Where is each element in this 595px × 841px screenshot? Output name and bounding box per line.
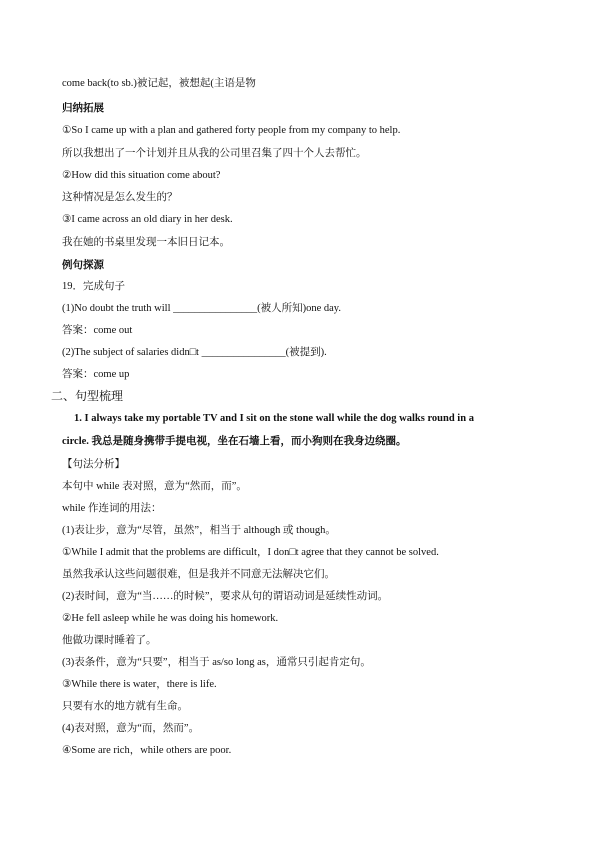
heading-examples: 例句探源 — [62, 259, 104, 271]
exercise-title: 19．完成句子 — [62, 281, 125, 292]
text-line: 本句中 while 表对照，意为“然而，而”。 — [62, 481, 247, 492]
usage-item: (3)表条件，意为“只要”，相当于 as/so long as，通常只引起肯定句。 — [62, 657, 371, 668]
example-sentence: ①While I admit that the problems are difficult，I don□t agree that they cannot be solved. — [62, 547, 439, 558]
translation-line: 这种情况是怎么发生的？ — [62, 192, 178, 203]
heading-summary: 归纳拓展 — [62, 102, 104, 114]
translation-line: 虽然我承认这些问题很难，但是我并不同意无法解决它们。 — [62, 569, 335, 580]
usage-item: (1)表让步，意为“尽管，虽然”，相当于 although 或 though。 — [62, 525, 336, 536]
key-sentence: 1. I always take my portable TV and I sit on the stone wall while the dog walks round in a — [74, 413, 474, 424]
exercise-item: (1)No doubt the truth will ________________(被人所知)one day. — [62, 303, 341, 314]
usage-item: (4)表对照，意为“而，然而”。 — [62, 723, 200, 734]
example-sentence: ③I came across an old diary in her desk. — [62, 214, 233, 225]
usage-item: (2)表时间，意为“当……的时候”，要求从句的谓语动词是延续性动词。 — [62, 591, 389, 602]
analysis-heading: 【句法分析】 — [62, 459, 125, 470]
example-sentence: ①So I came up with a plan and gathered forty people from my company to help. — [62, 125, 401, 136]
example-sentence: ②He fell asleep while he was doing his homework. — [62, 613, 279, 624]
answer-line: 答案：come up — [62, 369, 130, 380]
key-sentence-cont: circle. 我总是随身携带手提电视，坐在石墙上看，而小狗则在我身边绕圈。 — [62, 436, 407, 447]
exercise-item: (2)The subject of salaries didn□t ________________(被提到). — [62, 347, 327, 358]
translation-line: 所以我想出了一个计划并且从我的公司里召集了四十个人去帮忙。 — [62, 148, 367, 159]
translation-line: 他做功课时睡着了。 — [62, 635, 157, 646]
example-sentence: ③While there is water，there is life. — [62, 679, 217, 690]
text-line: while 作连词的用法： — [62, 503, 162, 514]
translation-line: 我在她的书桌里发现一本旧日记本。 — [62, 237, 230, 248]
section-heading: 二、句型梳理 — [51, 389, 124, 403]
text-line: come back(to sb.)被记起，被想起(主语是物 — [62, 78, 256, 89]
example-sentence: ④Some are rich，while others are poor. — [62, 745, 232, 756]
answer-line: 答案：come out — [62, 325, 133, 336]
example-sentence: ②How did this situation come about? — [62, 170, 221, 181]
translation-line: 只要有水的地方就有生命。 — [62, 701, 188, 712]
